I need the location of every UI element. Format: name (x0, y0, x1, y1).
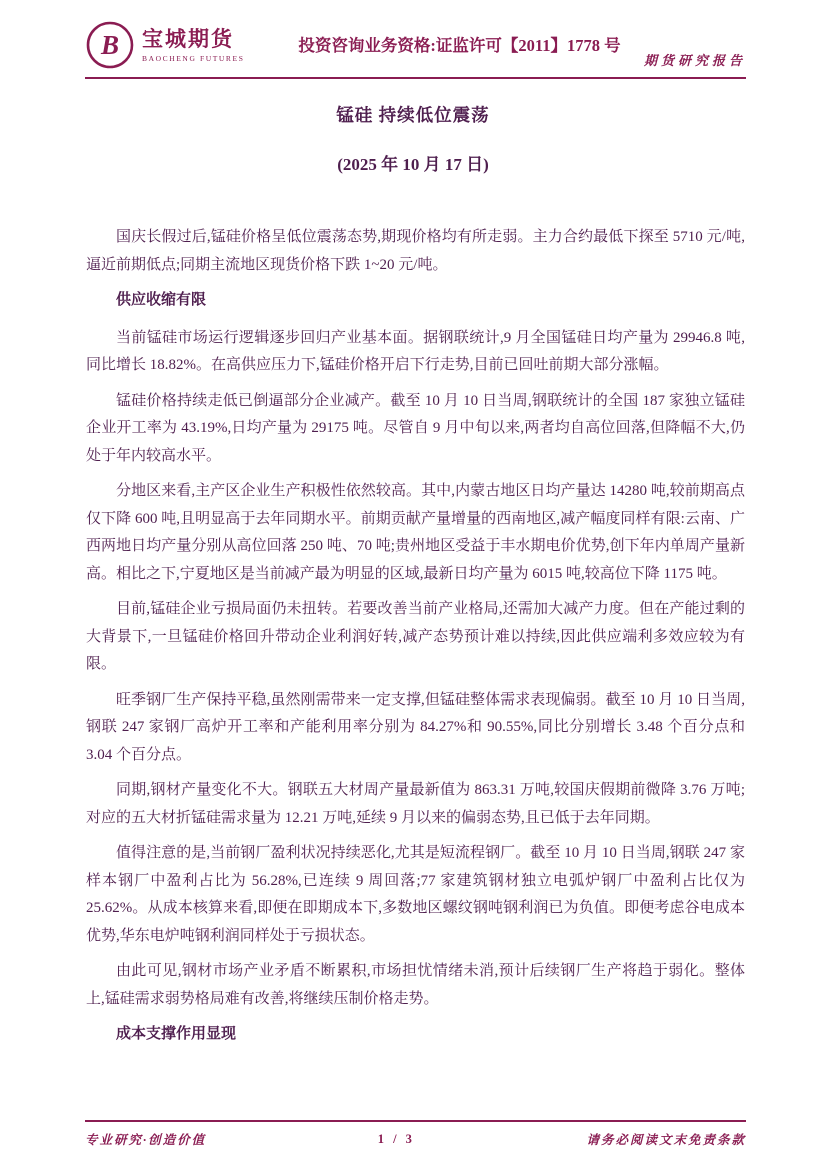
paragraph: 分地区来看,主产区企业生产积极性依然较高。其中,内蒙古地区日均产量达 14280 吨,较前期高点仅下降 600 吨,且明显高于去年同期水平。前期贡献产量增量的西南地区,减产幅度同样有限:云南、广西两地日均产量分别从高位回落 250 吨、70 吨;贵州地区受益于丰水期电价优势,创下年内单周产量新高。相比之下,宁夏地区是当前减产最为明显的区域,最新日均产量为 6015 吨,较高位下降 1175 吨。 (86, 483, 745, 582)
report-date: (2025 年 10 月 17 日) (337, 155, 489, 174)
report-type-label: 期货研究报告 (643, 53, 746, 68)
report-footer (85, 1130, 746, 1148)
svg-text:B: B (100, 30, 120, 60)
qualification-text: 投资咨询业务资格:证监许可【2011】1778 号 (298, 36, 621, 55)
report-header (85, 20, 746, 70)
report-body (86, 224, 745, 1059)
footer-disclaimer: 请务必阅读文末免责条款 (586, 1133, 746, 1147)
baocheng-logo (85, 20, 275, 70)
logo-text (142, 27, 244, 62)
paragraph: 目前,锰硅企业亏损局面仍未扭转。若要改善当前产业格局,还需加大减产力度。但在产能过剩的大背景下,一旦锰硅价格回升带动企业利润好转,减产态势预计难以持续,因此供应端利多效应较为有限。 (86, 601, 745, 672)
paragraph: 值得注意的是,当前钢厂盈利状况持续恶化,尤其是短流程钢厂。截至 10 月 10 日当周,钢联 247 家样本钢厂中盈利占比为 56.28%,已连续 9 周回落;77 家建筑钢材独立电弧炉钢厂中盈利占比仅为 25.62%。从成本核算来看,即便在即期成本下,多数地区螺纹钢吨钢利润已为负值。即便考虑谷电成本优势,华东电炉吨钢利润同样处于亏损状态。 (86, 845, 745, 944)
baocheng-emblem-icon (85, 20, 135, 70)
section-heading: 供应收缩有限 (116, 292, 207, 308)
paragraph: 由此可见,钢材市场产业矛盾不断累积,市场担忧情绪未消,预计后续钢厂生产将趋于弱化。整体上,锰硅需求弱势格局难有改善,将继续压制价格走势。 (86, 963, 745, 1007)
footer-divider (85, 1120, 746, 1122)
paragraph: 旺季钢厂生产保持平稳,虽然刚需带来一定支撑,但锰硅整体需求表现偏弱。截至 10 月 10 日当周,钢联 247 家钢厂高炉开工率和产能利用率分别为 84.27%和 90.55%,同比分别增长 3.48 个百分点和 3.04 个百分点。 (86, 691, 745, 763)
paragraph: 锰硅价格持续走低已倒逼部分企业减产。截至 10 月 10 日当周,钢联统计的全国 187 家独立锰硅企业开工率为 43.19%,日均产量为 29175 吨。尽管自 9 月中旬以来,两者均自高位回落,但降幅不大,仍处于年内较高水平。 (86, 392, 745, 464)
brand-name-en: BAOCHENG FUTURES (142, 53, 245, 63)
paragraph: 当前锰硅市场运行逻辑逐步回归产业基本面。据钢联统计,9 月全国锰硅日均产量为 29946.8 吨,同比增长 18.82%。在高供应压力下,锰硅价格开启下行走势,目前已回吐前期大部分涨幅。 (86, 329, 745, 373)
brand-name-cn: 宝城期货 (142, 27, 234, 52)
paragraph: 国庆长假过后,锰硅价格呈低位震荡态势,期现价格均有所走弱。主力合约最低下探至 5710 元/吨,逼近前期低点;同期主流地区现货价格下跌 1~20 元/吨。 (86, 229, 745, 273)
footer-slogan: 专业研究·创造价值 (85, 1133, 207, 1147)
header-divider (85, 77, 746, 79)
report-title: 锰硅 持续低位震荡 (336, 105, 490, 125)
section-heading: 成本支撑作用显现 (116, 1026, 237, 1042)
page-number: 1 / 3 (377, 1131, 415, 1146)
paragraph: 同期,钢材产量变化不大。钢联五大材周产量最新值为 863.31 万吨,较国庆假期前微降 3.76 万吨;对应的五大材折锰硅需求量为 12.21 万吨,延续 9 月以来的偏弱态势,且已低于去年同期。 (86, 782, 745, 826)
